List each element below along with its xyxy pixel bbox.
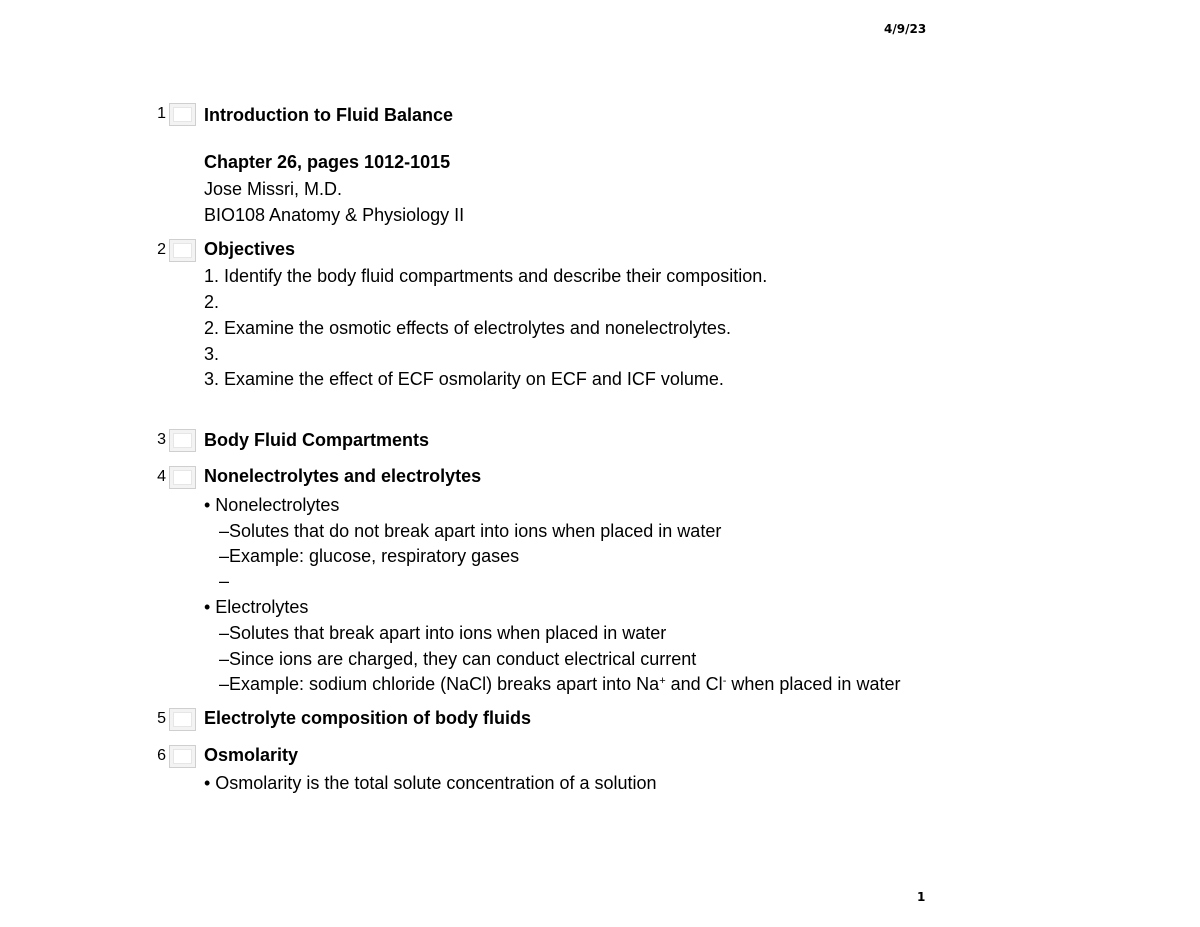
superscript-minus: - [722,675,727,687]
objective-line: 2. [204,292,220,312]
sub-bullet-item: –Solutes that break apart into ions when placed in water [219,623,667,643]
slide-4-title: Nonelectrolytes and electrolytes [204,466,482,486]
sub-bullet-item: – [219,571,230,591]
slide-6-number: 6 [157,747,166,764]
objective-line: 3. [204,344,220,364]
objective-line: 3. Examine the effect of ECF osmolarity on ECF and ICF volume. [204,369,724,389]
slide-3-number: 3 [157,431,166,448]
slide-1-title: Introduction to Fluid Balance [204,105,453,125]
slide-6-thumbnail[interactable] [169,745,196,768]
slide-1-author: Jose Missri, M.D. [204,179,343,199]
page-date: 4/9/23 [884,22,927,36]
slide-3-title: Body Fluid Compartments [204,430,430,450]
slide-4-thumbnail[interactable] [169,466,196,489]
slide-1-thumbnail[interactable] [169,103,196,126]
example-text: when placed in water [726,674,901,694]
example-text: –Example: sodium chloride (NaCl) breaks apart into Na [219,674,660,694]
sub-bullet-example [219,673,900,695]
bullet-item: • Osmolarity is the total solute concentration of a solution [204,773,657,793]
example-text: and Cl [665,674,723,694]
slide-6-title: Osmolarity [204,745,299,765]
slide-5-title: Electrolyte composition of body fluids [204,708,532,728]
sub-bullet-item: –Solutes that do not break apart into ions when placed in water [219,521,722,541]
sub-bullet-item: –Since ions are charged, they can conduct electrical current [219,649,697,669]
bullet-item: • Electrolytes [204,597,309,617]
slide-5-number: 5 [157,710,166,727]
slide-5-thumbnail[interactable] [169,708,196,731]
page-number: 1 [917,890,926,904]
slide-2-title: Objectives [204,239,296,259]
slide-2-thumbnail[interactable] [169,239,196,262]
objective-line: 1. Identify the body fluid compartments and describe their composition. [204,266,768,286]
slide-2-number: 2 [157,241,166,258]
objective-line: 2. Examine the osmotic effects of electrolytes and nonelectrolytes. [204,318,731,338]
slide-4-number: 4 [157,468,166,485]
bullet-item: • Nonelectrolytes [204,495,340,515]
slide-1-number: 1 [157,105,166,122]
sub-bullet-item: –Example: glucose, respiratory gases [219,546,520,566]
slide-1-subtitle: Chapter 26, pages 1012-1015 [204,152,451,172]
superscript-plus: + [659,675,666,687]
slide-3-thumbnail[interactable] [169,429,196,452]
slide-1-course: BIO108 Anatomy & Physiology II [204,205,465,225]
